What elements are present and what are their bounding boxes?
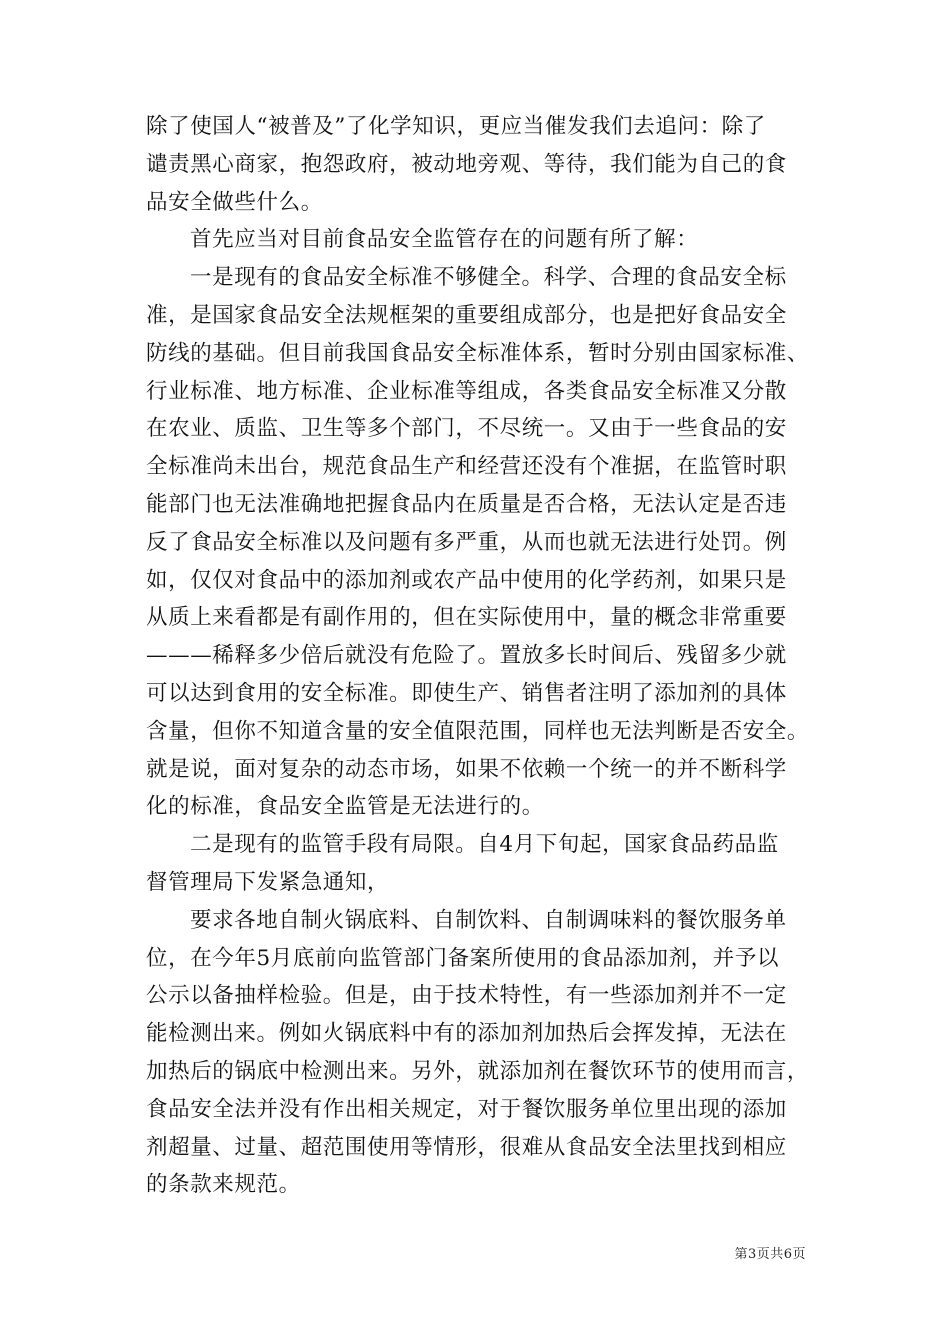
text-line: ———稀释多少倍后就没有危险了。置放多长时间后、残留多少就 bbox=[146, 643, 787, 669]
text-line: 在农业、质监、卫生等多个部门，不尽统一。又由于一些食品的安 bbox=[146, 416, 787, 442]
text-line: 品安全做些什么。 bbox=[146, 189, 323, 215]
text-line: 从质上来看都是有副作用的，但在实际使用中，量的概念非常重要 bbox=[146, 605, 787, 631]
text-line: 加热后的锅底中检测出来。另外，就添加剂在餐饮环节的使用而言， bbox=[146, 1058, 810, 1084]
text-line: 剂超量、过量、超范围使用等情形，很难从食品安全法里找到相应 bbox=[146, 1134, 787, 1160]
text-line: 行业标准、地方标准、企业标准等组成，各类食品安全标准又分散 bbox=[146, 378, 787, 404]
text-line: 位，在今年5月底前向监管部门备案所使用的食品添加剂，并予以 bbox=[146, 945, 780, 971]
text-line: 除了使国人“被普及”了化学知识，更应当催发我们去追问：除了 bbox=[146, 114, 766, 139]
text-line: 谴责黑心商家，抱怨政府，被动地旁观、等待，我们能为自己的食 bbox=[146, 151, 787, 177]
text-line: 督管理局下发紧急通知， bbox=[146, 869, 390, 895]
paragraph-start-line: 一是现有的食品安全标准不够健全。科学、合理的食品安全标 bbox=[190, 265, 787, 291]
text-line: 防线的基础。但目前我国食品安全标准体系，暂时分别由国家标准、 bbox=[146, 340, 810, 366]
text-line: 可以达到食用的安全标准。即使生产、销售者注明了添加剂的具体 bbox=[146, 680, 787, 706]
paragraph-start-line: 二是现有的监管手段有局限。自4月下旬起，国家食品药品监 bbox=[190, 832, 779, 858]
text-line: 准，是国家食品安全法规框架的重要组成部分，也是把好食品安全 bbox=[146, 302, 787, 328]
paragraph-start-line: 首先应当对目前食品安全监管存在的问题有所了解： bbox=[190, 227, 699, 253]
document-body bbox=[146, 108, 814, 1204]
text-line: 化的标准，食品安全监管是无法进行的。 bbox=[146, 794, 544, 820]
text-line: 食品安全法并没有作出相关规定，对于餐饮服务单位里出现的添加 bbox=[146, 1096, 787, 1122]
text-line: 如，仅仅对食品中的添加剂或农产品中使用的化学药剂，如果只是 bbox=[146, 567, 787, 593]
paragraph-start-line: 要求各地自制火锅底料、自制饮料、自制调味料的餐饮服务单 bbox=[190, 907, 787, 933]
text-line: 就是说，面对复杂的动态市场，如果不依赖一个统一的并不断科学 bbox=[146, 756, 787, 782]
text-line: 全标准尚未出台，规范食品生产和经营还没有个准据，在监管时职 bbox=[146, 454, 787, 480]
text-line: 能检测出来。例如火锅底料中有的添加剂加热后会挥发掉，无法在 bbox=[146, 1021, 787, 1047]
text-line: 能部门也无法准确地把握食品内在质量是否合格，无法认定是否违 bbox=[146, 491, 787, 517]
page-indicator: 第3页共6页 bbox=[734, 1247, 806, 1262]
text-line: 反了食品安全标准以及问题有多严重，从而也就无法进行处罚。例 bbox=[146, 529, 787, 555]
text-line: 公示以备抽样检验。但是，由于技术特性，有一些添加剂并不一定 bbox=[146, 983, 787, 1009]
text-line: 含量，但你不知道含量的安全值限范围，同样也无法判断是否安全。 bbox=[146, 718, 810, 744]
text-line: 的条款来规范。 bbox=[146, 1172, 301, 1198]
